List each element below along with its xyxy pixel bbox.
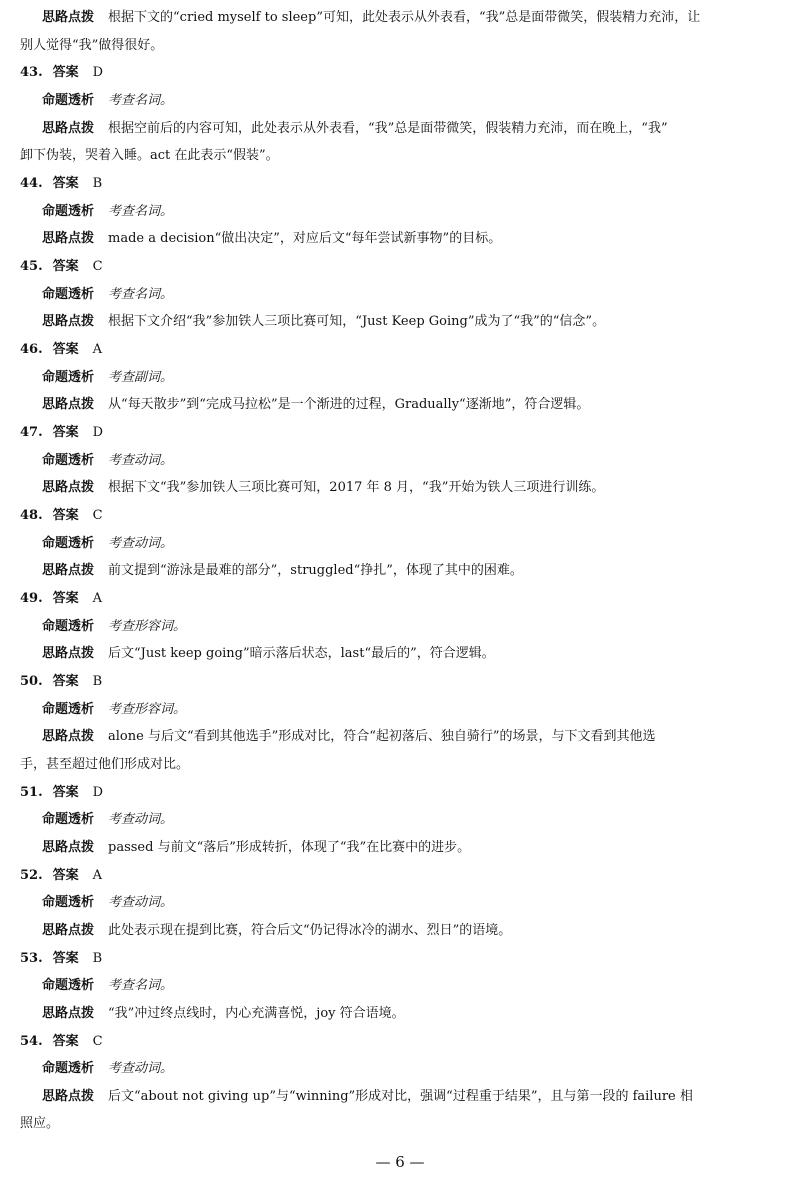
tip-continuation: 照应。 <box>20 1116 60 1131</box>
answer-letter: B <box>92 951 103 966</box>
tip-label: 思路点拨 <box>42 563 95 578</box>
tip-text: 此处表示现在提到比赛，符合后文“仍记得冰冷的湖水、烈日”的语境。 <box>108 923 512 938</box>
answer-line <box>20 783 785 803</box>
answer-letter: A <box>92 342 103 357</box>
answer-line <box>20 423 785 443</box>
tip-line <box>42 478 785 498</box>
focus-text: 考查形容词。 <box>108 702 187 717</box>
tip-line <box>42 1087 785 1107</box>
question-number: 47. <box>20 425 43 440</box>
focus-label: 命题透析 <box>42 93 95 108</box>
answer-label: 答案 <box>52 425 79 440</box>
focus-line <box>42 976 785 996</box>
tip-label: 思路点拨 <box>42 729 95 744</box>
answer-label: 答案 <box>52 868 79 883</box>
tip-label: 思路点拨 <box>42 231 95 246</box>
tip-line <box>42 1004 785 1024</box>
question-number: 52. <box>20 868 43 883</box>
tip-label: 思路点拨 <box>42 480 95 495</box>
answer-letter: D <box>92 65 104 80</box>
focus-label: 命题透析 <box>42 287 95 302</box>
tip-text: 根据空前后的内容可知，此处表示从外表看，“我”总是面带微笑，假装精力充沛，而在晚上，“我” <box>108 121 668 136</box>
answer-label: 答案 <box>52 674 79 689</box>
answer-letter: D <box>92 425 104 440</box>
focus-line <box>42 810 785 830</box>
tip-label: 思路点拨 <box>42 397 95 412</box>
tip-continuation: 别人觉得“我”做得很好。 <box>20 38 164 53</box>
tip-label: 思路点拨 <box>42 1089 95 1104</box>
tip-text: made a decision“做出决定”，对应后文“每年尝试新事物”的目标。 <box>108 231 502 246</box>
tip-text: 后文“about not giving up”与“winning”形成对比，强调“过程重于结果”，且与第一段的 failure 相 <box>108 1089 693 1104</box>
answer-label: 答案 <box>52 65 79 80</box>
answer-label: 答案 <box>52 785 79 800</box>
tip-line <box>42 119 785 139</box>
focus-line <box>42 1059 785 1079</box>
answer-label: 答案 <box>52 591 79 606</box>
answer-line <box>20 257 785 277</box>
answer-line <box>20 506 785 526</box>
tip-line <box>42 644 785 664</box>
focus-label: 命题透析 <box>42 978 95 993</box>
tip-label: 思路点拨 <box>42 923 95 938</box>
focus-text: 考查副词。 <box>108 370 174 385</box>
answer-letter: C <box>92 508 103 523</box>
answer-letter: B <box>92 176 103 191</box>
answer-line <box>20 1032 785 1052</box>
tip-line <box>42 921 785 941</box>
answer-line <box>20 174 785 194</box>
tip-line <box>42 395 785 415</box>
tip-continuation: 卸下伪装，哭着入睡。act 在此表示“假装”。 <box>20 148 279 163</box>
answer-line <box>20 949 785 969</box>
question-number: 43. <box>20 65 43 80</box>
answer-line <box>20 340 785 360</box>
focus-line <box>42 893 785 913</box>
question-number: 51. <box>20 785 43 800</box>
answer-label: 答案 <box>52 259 79 274</box>
answer-label: 答案 <box>52 951 79 966</box>
question-number: 44. <box>20 176 43 191</box>
tip-text: passed 与前文“落后”形成转折，体现了“我”在比赛中的进步。 <box>108 840 471 855</box>
answer-letter: C <box>92 259 103 274</box>
answer-letter: C <box>92 1034 103 1049</box>
focus-label: 命题透析 <box>42 812 95 827</box>
tip-text: 根据下文“我”参加铁人三项比赛可知，2017 年 8 月，“我”开始为铁人三项进行训练。 <box>108 480 605 495</box>
question-number: 53. <box>20 951 43 966</box>
focus-line <box>42 617 785 637</box>
tip-text: 前文提到“游泳是最难的部分”，struggled“挣扎”，体现了其中的困难。 <box>108 563 523 578</box>
focus-line <box>42 534 785 554</box>
answer-letter: D <box>92 785 104 800</box>
focus-label: 命题透析 <box>42 536 95 551</box>
question-number: 45. <box>20 259 43 274</box>
page-number: — 6 — <box>375 1153 425 1171</box>
focus-text: 考查名词。 <box>108 204 174 219</box>
focus-line <box>42 285 785 305</box>
focus-label: 命题透析 <box>42 204 95 219</box>
tip-text: 根据下文介绍“我”参加铁人三项比赛可知，“Just Keep Going”成为了“我”的“信念”。 <box>108 314 606 329</box>
focus-line <box>42 202 785 222</box>
tip-continuation: 手，甚至超过他们形成对比。 <box>20 757 190 772</box>
focus-text: 考查动词。 <box>108 453 174 468</box>
tip-text: 根据下文的“cried myself to sleep”可知，此处表示从外表看，“我”总是面带微笑，假装精力充沛，让 <box>108 10 701 25</box>
tip-label: 思路点拨 <box>42 10 95 25</box>
question-number: 49. <box>20 591 43 606</box>
focus-text: 考查名词。 <box>108 287 174 302</box>
answer-label: 答案 <box>52 342 79 357</box>
tip-label: 思路点拨 <box>42 646 95 661</box>
focus-label: 命题透析 <box>42 702 95 717</box>
question-number: 50. <box>20 674 43 689</box>
tip-line <box>42 8 785 28</box>
tip-label: 思路点拨 <box>42 840 95 855</box>
question-number: 54. <box>20 1034 43 1049</box>
tip-text: 从“每天散步”到“完成马拉松”是一个渐进的过程，Gradually“逐渐地”，符合逻辑。 <box>108 397 590 412</box>
answer-label: 答案 <box>52 1034 79 1049</box>
answer-label: 答案 <box>52 176 79 191</box>
answer-label: 答案 <box>52 508 79 523</box>
tip-text: “我”冲过终点线时，内心充满喜悦，joy 符合语境。 <box>108 1006 405 1021</box>
focus-label: 命题透析 <box>42 453 95 468</box>
answer-line <box>20 866 785 886</box>
tip-line <box>42 312 785 332</box>
tip-label: 思路点拨 <box>42 314 95 329</box>
question-number: 48. <box>20 508 43 523</box>
focus-label: 命题透析 <box>42 370 95 385</box>
question-number: 46. <box>20 342 43 357</box>
focus-line <box>42 91 785 111</box>
answer-letter: B <box>92 674 103 689</box>
tip-label: 思路点拨 <box>42 121 95 136</box>
tip-line <box>42 229 785 249</box>
focus-line <box>42 451 785 471</box>
answer-letter: A <box>92 591 103 606</box>
tip-text: alone 与后文“看到其他选手”形成对比，符合“起初落后、独自骑行”的场景，与下文看到其他选 <box>108 729 656 744</box>
focus-line <box>42 700 785 720</box>
tip-line <box>42 727 785 747</box>
answer-line <box>20 63 785 83</box>
answer-letter: A <box>92 868 103 883</box>
focus-label: 命题透析 <box>42 1061 95 1076</box>
tip-line <box>42 838 785 858</box>
focus-label: 命题透析 <box>42 895 95 910</box>
tip-line <box>42 561 785 581</box>
focus-label: 命题透析 <box>42 619 95 634</box>
focus-text: 考查形容词。 <box>108 619 187 634</box>
answer-line <box>20 589 785 609</box>
tip-text: 后文“Just keep going”暗示落后状态，last“最后的”，符合逻辑。 <box>108 646 495 661</box>
focus-line <box>42 368 785 388</box>
focus-text: 考查名词。 <box>108 978 174 993</box>
focus-text: 考查动词。 <box>108 895 174 910</box>
focus-text: 考查动词。 <box>108 1061 174 1076</box>
answer-line <box>20 672 785 692</box>
focus-text: 考查动词。 <box>108 536 174 551</box>
focus-text: 考查名词。 <box>108 93 174 108</box>
focus-text: 考查动词。 <box>108 812 174 827</box>
tip-label: 思路点拨 <box>42 1006 95 1021</box>
